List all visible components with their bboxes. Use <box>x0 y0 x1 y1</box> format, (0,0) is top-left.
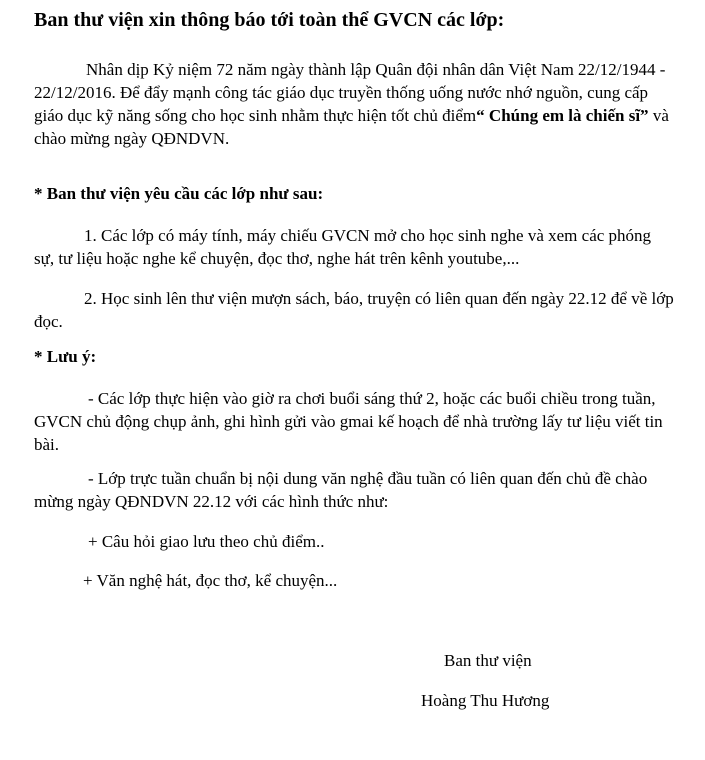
note-sub-item-2: + Văn nghệ hát, đọc thơ, kể chuyện... <box>83 571 338 590</box>
intro-text-end: và chào mừng ngày QĐNDVN. <box>34 106 669 148</box>
signature-organization: Ban thư viện <box>444 651 532 670</box>
notes-heading: * Lưu ý: <box>34 347 97 366</box>
requirements-heading: * Ban thư viện yêu cầu các lớp như sau: <box>34 184 324 203</box>
note-sub-item-1: + Câu hỏi giao lưu theo chủ điểm.. <box>88 532 325 551</box>
intro-text: Nhân dịp Kỷ niệm 72 năm ngày thành lập Quân đội nhân dân Việt Nam 22/12/1944 - 22/12/2016. Để đẩy mạnh công tác giáo dục truyền thống uống nước nhớ nguồn, cung cấp giáo dục kỹ năng sống cho học sinh nhằm thực hiện tốt chủ điểm <box>34 60 666 125</box>
signature-name: Hoàng Thu Hương <box>421 691 550 710</box>
requirement-item-2: 2. Học sinh lên thư viện mượn sách, báo, truyện có liên quan đến ngày 22.12 để về lớp đọc. <box>34 289 674 331</box>
requirement-item-1: 1. Các lớp có máy tính, máy chiếu GVCN mở cho học sinh nghe và xem các phóng sự, tư liệu hoặc nghe kể chuyện, đọc thơ, nghe hát trên kênh youtube,... <box>34 226 652 268</box>
theme-name: “ Chúng em là chiến sĩ” <box>476 106 649 125</box>
document-title: Ban thư viện xin thông báo tới toàn thể GVCN các lớp: <box>34 9 505 31</box>
note-item-2: - Lớp trực tuần chuẩn bị nội dung văn nghệ đầu tuần có liên quan đến chủ đề chào mừng ngày QĐNDVN 22.12 với các hình thức như: <box>34 469 648 511</box>
intro-paragraph <box>34 58 674 150</box>
note-item-1: - Các lớp thực hiện vào giờ ra chơi buổi sáng thứ 2, hoặc các buổi chiều trong tuần, GVCN chủ động chụp ảnh, ghi hình gửi vào gmai kế hoạch để nhà trường lấy tư liệu viết tin bài. <box>34 389 663 454</box>
